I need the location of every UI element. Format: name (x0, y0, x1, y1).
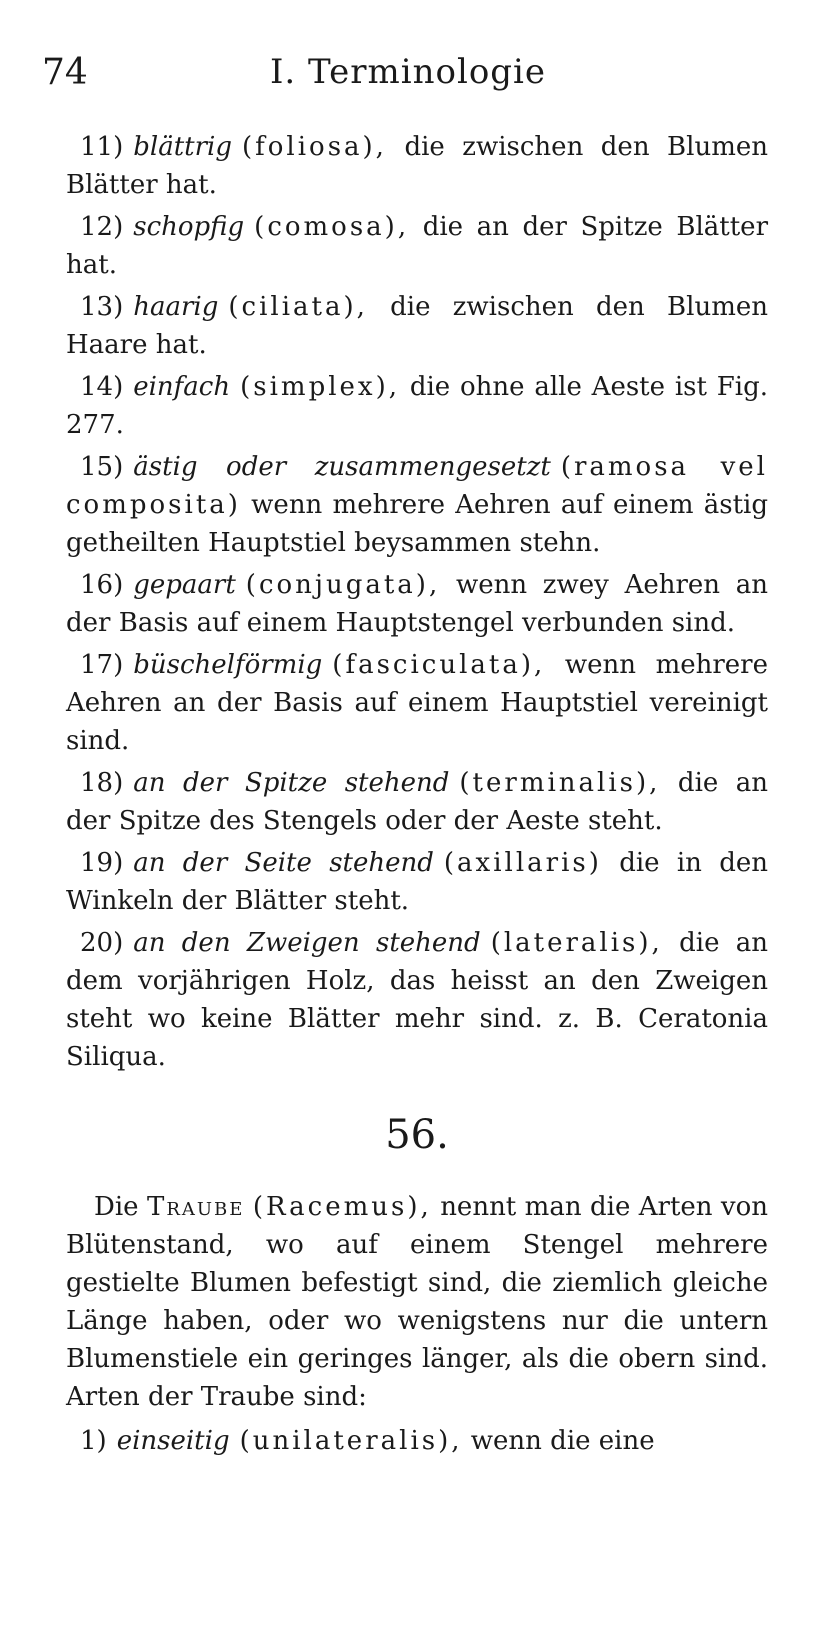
item-latin: (ciliata), (228, 292, 368, 322)
page-body (66, 128, 768, 1464)
section-paragraph (66, 1188, 768, 1416)
paragraph-text: nennt man die Arten von Blütenstand, wo auf einem Stengel mehrere gestielte Blumen befestigt sind, die ziemlich gleiche Länge haben, oder wo wenigstens nur die untern Blumenstiele ein geringes länger, als die obern sind. Arten der Traube sind: (66, 1192, 769, 1412)
item-latin: (simplex), (240, 372, 400, 402)
section-number: 56. (385, 1112, 449, 1158)
item-number: 19) (80, 848, 124, 878)
item-latin: (fasciculata), (332, 650, 546, 680)
list-item (66, 764, 768, 840)
list-item (66, 288, 768, 364)
list-item (66, 368, 768, 444)
list-item (66, 128, 768, 204)
list-item (66, 566, 768, 642)
item-number: 18) (80, 768, 124, 798)
item-latin: (unilateralis), (239, 1426, 463, 1456)
item-text: wenn mehrere Aehren an der Basis auf einem Hauptstiel vereinigt sind. (66, 650, 768, 756)
item-text: die in den Winkeln der Blätter steht. (66, 848, 769, 916)
running-title: I. Terminologie (270, 52, 547, 92)
item-number: 1) (80, 1426, 107, 1456)
paragraph-latin: (Racemus), (252, 1192, 432, 1222)
paragraph-lead: Die (94, 1192, 139, 1222)
item-term: büschelförmig (133, 650, 323, 680)
item-latin: (axillaris) (443, 848, 602, 878)
item-number: 11) (80, 132, 124, 162)
item-number: 14) (80, 372, 124, 402)
item-number: 17) (80, 650, 124, 680)
item-text: wenn mehrere Aehren auf einem ästig getheilten Hauptstiel beysammen stehn. (66, 490, 769, 558)
list-item (66, 924, 768, 1076)
item-number: 15) (80, 452, 124, 482)
list-item (66, 646, 768, 760)
page-header (42, 52, 790, 102)
item-latin: (lateralis), (490, 928, 663, 958)
list-item (66, 448, 768, 562)
item-text: wenn zwey Aehren an der Basis auf einem Hauptstengel verbunden sind. (66, 570, 769, 638)
item-text: die an dem vorjährigen Holz, das heisst an den Zweigen steht wo keine Blätter mehr sind. z. B. Ceratonia Siliqua. (66, 928, 769, 1072)
item-latin: (conjugata), (245, 570, 441, 600)
item-term: haarig (133, 292, 219, 322)
item-latin: (comosa), (254, 212, 410, 242)
item-text: wenn die eine (470, 1426, 655, 1456)
page-number: 74 (42, 52, 88, 93)
item-number: 12) (80, 212, 124, 242)
item-term: an der Spitze stehend (133, 768, 450, 798)
item-number: 13) (80, 292, 124, 322)
item-number: 20) (80, 928, 124, 958)
paragraph-term: Traube (146, 1192, 245, 1222)
item-latin: (ramosa vel composita) (66, 452, 768, 520)
list-item (66, 208, 768, 284)
list-item (66, 844, 768, 920)
list-item (66, 1422, 768, 1460)
item-text: die an der Spitze des Stengels oder der Aeste steht. (66, 768, 769, 836)
item-term: einseitig (116, 1426, 230, 1456)
item-term: gepaart (133, 570, 236, 600)
item-term: einfach (133, 372, 231, 402)
item-latin: (foliosa), (241, 132, 387, 162)
item-term: schopfig (133, 212, 245, 242)
item-text: die zwischen den Blumen Haare hat. (66, 292, 768, 360)
item-term: an den Zweigen stehend (133, 928, 481, 958)
item-latin: (terminalis), (459, 768, 661, 798)
item-text: die zwischen den Blumen Blätter hat. (66, 132, 768, 200)
item-number: 16) (80, 570, 124, 600)
item-term: ästig oder zusammengesetzt (133, 452, 551, 482)
item-term: an der Seite stehend (133, 848, 434, 878)
item-term: blättrig (133, 132, 232, 162)
item-text: die an der Spitze Blätter hat. (66, 212, 768, 280)
item-text: die ohne alle Aeste ist Fig. 277. (66, 372, 769, 440)
